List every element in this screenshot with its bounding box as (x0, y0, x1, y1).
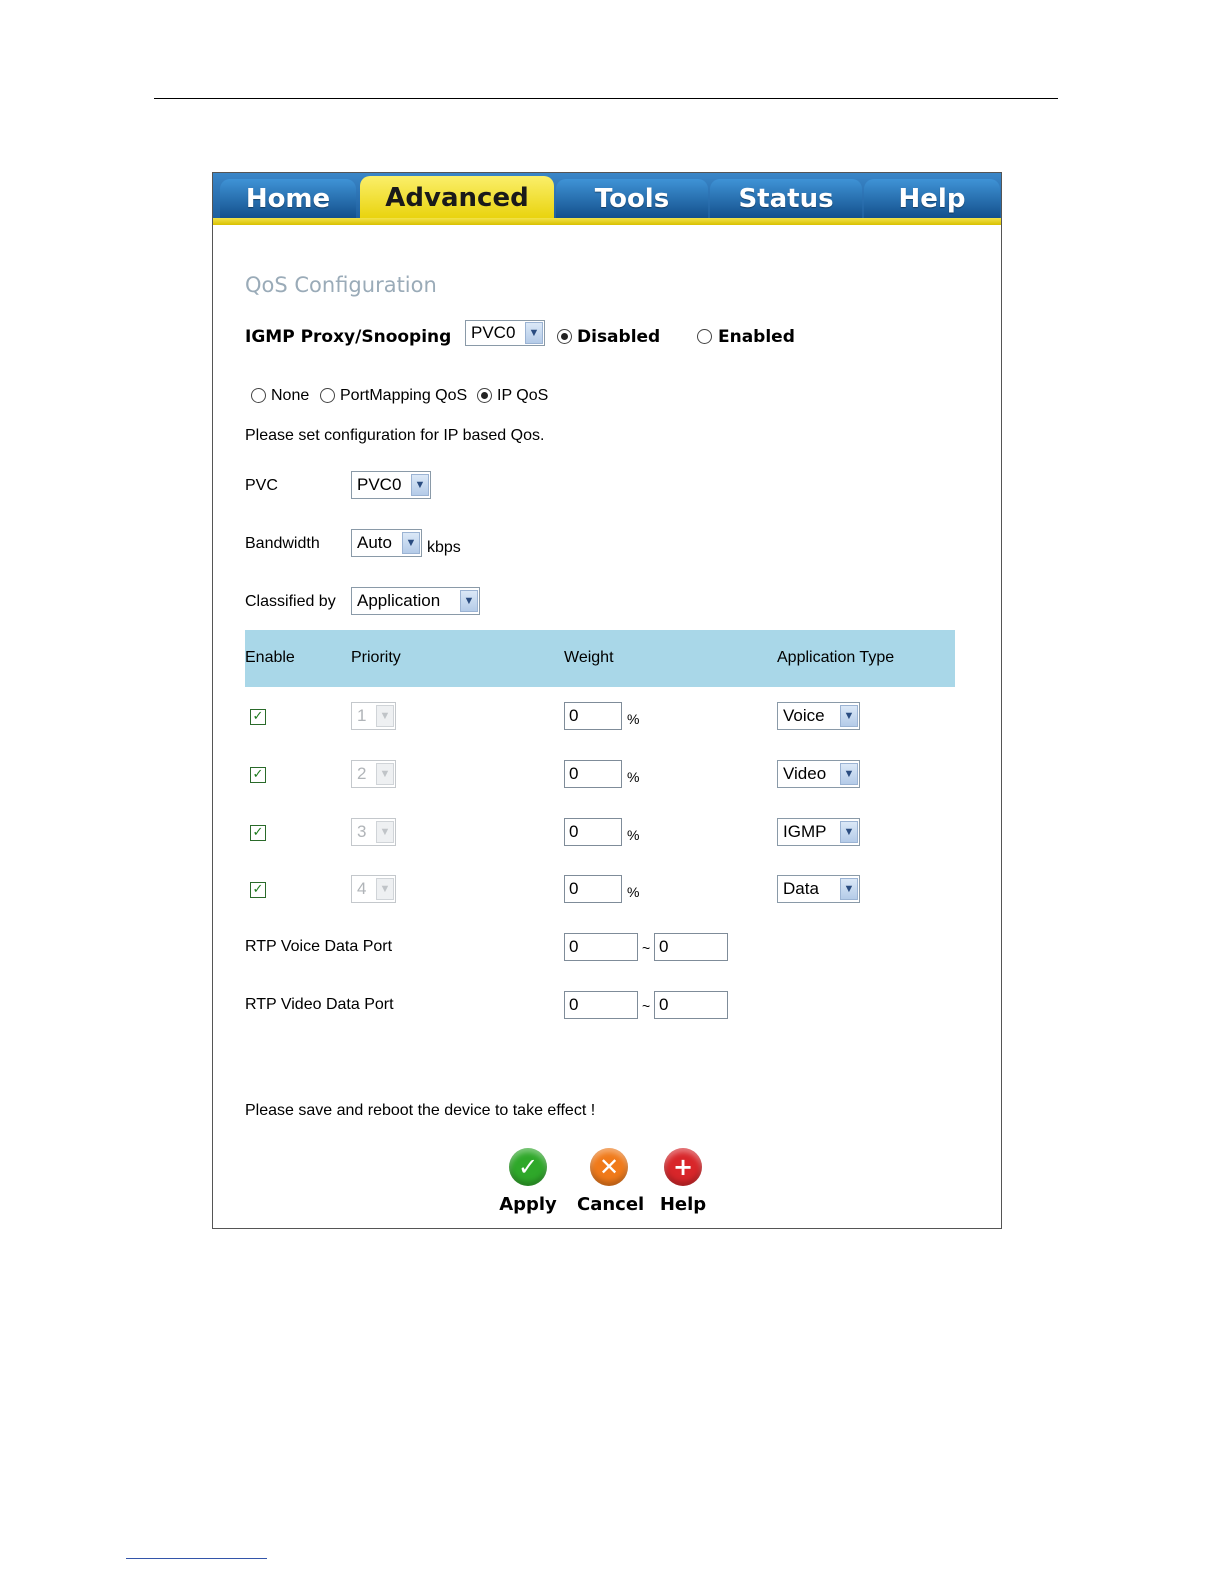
rtp-video-from-input[interactable]: 0 (564, 991, 638, 1019)
igmp-disabled-radio[interactable] (557, 329, 572, 344)
instruction-text: Please set configuration for IP based Qos. (245, 427, 545, 444)
rtp-voice-from-input[interactable]: 0 (564, 933, 638, 961)
help-label: Help (659, 1194, 707, 1215)
tab-bar-underline (213, 218, 1001, 225)
col-header-application-type: Application Type (777, 649, 895, 666)
x-icon: ✕ (590, 1148, 628, 1186)
apply-button[interactable] (496, 1148, 560, 1215)
chevron-down-icon: ▼ (840, 878, 858, 900)
tab-status[interactable]: Status (710, 179, 862, 218)
row-3-priority-select: 3 ▼ (351, 818, 396, 846)
igmp-disabled-label: Disabled (577, 327, 661, 347)
row-3-weight-unit: % (627, 827, 640, 843)
row-1-enable-checkbox[interactable]: ✓ (250, 709, 266, 725)
qos-mode-ipqos-radio[interactable] (477, 388, 492, 403)
row-3-weight-input[interactable]: 0 (564, 818, 622, 846)
row-4-enable-checkbox[interactable]: ✓ (250, 882, 266, 898)
igmp-enabled-radio[interactable] (697, 329, 712, 344)
rtp-voice-label: RTP Voice Data Port (245, 938, 393, 955)
chevron-down-icon: ▼ (376, 821, 394, 843)
chevron-down-icon: ▼ (840, 763, 858, 785)
help-button[interactable] (651, 1148, 715, 1215)
page-bottom-rule (126, 1558, 267, 1559)
chevron-down-icon: ▼ (460, 590, 478, 612)
chevron-down-icon: ▼ (840, 821, 858, 843)
igmp-pvc-value: PVC0 (471, 323, 516, 342)
chevron-down-icon: ▼ (376, 705, 394, 727)
qos-mode-portmapping-radio[interactable] (320, 388, 335, 403)
save-reboot-note: Please save and reboot the device to take effect ! (245, 1102, 596, 1119)
classified-by-select[interactable] (351, 587, 480, 615)
tab-home[interactable]: Home (220, 179, 356, 218)
row-2-weight-unit: % (627, 769, 640, 785)
chevron-down-icon: ▼ (402, 532, 420, 554)
row-1-weight-input[interactable]: 0 (564, 702, 622, 730)
classified-by-label: Classified by (245, 593, 336, 610)
chevron-down-icon: ▼ (376, 763, 394, 785)
classified-by-value: Application (357, 591, 441, 610)
row-4-app-type-select[interactable]: Data ▼ (777, 875, 860, 903)
row-1-priority-select: 1 ▼ (351, 702, 396, 730)
row-3-app-type-select[interactable]: IGMP ▼ (777, 818, 860, 846)
pvc-value: PVC0 (357, 475, 402, 494)
rtp-video-separator: ~ (642, 998, 651, 1014)
router-config-panel (212, 172, 1002, 1229)
chevron-down-icon: ▼ (840, 705, 858, 727)
row-3-enable-checkbox[interactable]: ✓ (250, 825, 266, 841)
plus-icon: + (664, 1148, 702, 1186)
row-4-weight-unit: % (627, 884, 640, 900)
col-header-enable: Enable (245, 649, 295, 666)
row-2-weight-input[interactable]: 0 (564, 760, 622, 788)
row-4-priority-select: 4 ▼ (351, 875, 396, 903)
check-icon: ✓ (509, 1148, 547, 1186)
bandwidth-select[interactable] (351, 529, 422, 557)
rtp-video-label: RTP Video Data Port (245, 996, 394, 1013)
rtp-video-to-input[interactable]: 0 (654, 991, 728, 1019)
col-header-weight: Weight (564, 649, 614, 666)
qos-mode-none-label: None (271, 387, 310, 404)
cancel-label: Cancel (577, 1194, 645, 1215)
igmp-label: IGMP Proxy/Snooping (245, 327, 452, 347)
bandwidth-label: Bandwidth (245, 535, 320, 552)
col-header-priority: Priority (351, 649, 401, 666)
qos-mode-none-radio[interactable] (251, 388, 266, 403)
pvc-label: PVC (245, 477, 278, 494)
qos-mode-ipqos-label: IP QoS (497, 387, 549, 404)
page-title: QoS Configuration (245, 273, 437, 297)
rtp-voice-to-input[interactable]: 0 (654, 933, 728, 961)
chevron-down-icon: ▼ (411, 474, 429, 496)
row-2-priority-select: 2 ▼ (351, 760, 396, 788)
pvc-select[interactable] (351, 471, 431, 499)
row-2-app-type-select[interactable]: Video ▼ (777, 760, 860, 788)
row-1-app-type-select[interactable]: Voice ▼ (777, 702, 860, 730)
tab-tools[interactable]: Tools (556, 179, 708, 218)
bandwidth-unit: kbps (427, 539, 461, 556)
chevron-down-icon: ▼ (376, 878, 394, 900)
igmp-enabled-label: Enabled (718, 327, 795, 347)
tab-advanced[interactable]: Advanced (360, 176, 554, 220)
apply-label: Apply (499, 1194, 557, 1215)
qos-mode-portmapping-label: PortMapping QoS (340, 387, 468, 404)
chevron-down-icon: ▼ (525, 322, 543, 344)
cancel-button[interactable] (577, 1148, 645, 1215)
row-1-weight-unit: % (627, 711, 640, 727)
rtp-voice-separator: ~ (642, 940, 651, 956)
tab-help[interactable]: Help (864, 179, 1000, 218)
row-2-enable-checkbox[interactable]: ✓ (250, 767, 266, 783)
igmp-pvc-select[interactable] (465, 320, 545, 346)
page-top-rule (154, 98, 1058, 99)
bandwidth-value: Auto (357, 533, 392, 552)
row-4-weight-input[interactable]: 0 (564, 875, 622, 903)
